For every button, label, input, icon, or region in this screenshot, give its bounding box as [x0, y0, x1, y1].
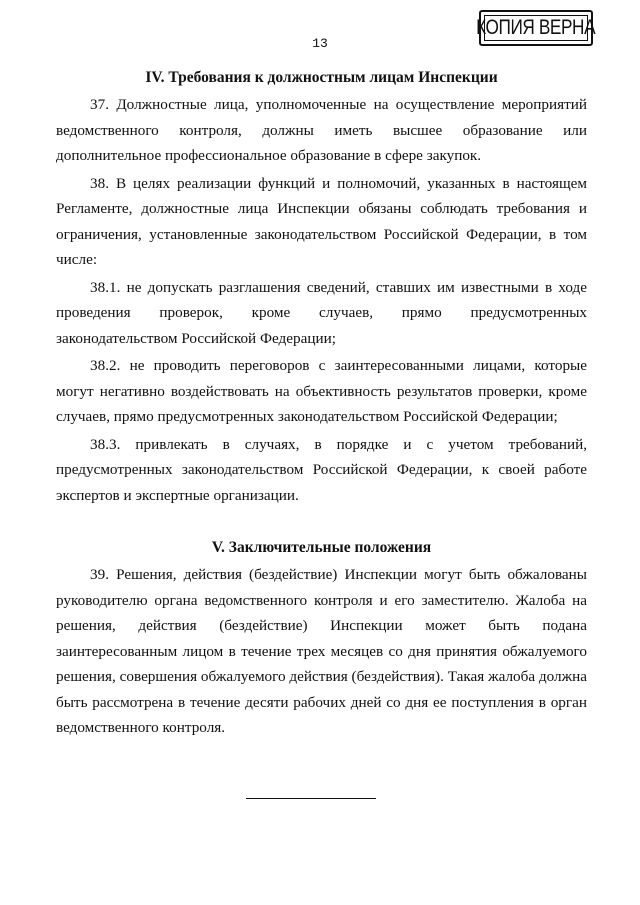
- paragraph-38-1: 38.1. не допускать разглашения сведений, ставших им известными в ходе проведения проверок, кроме случаев, прямо предусмотренных законодательством Российской Федерации;: [56, 278, 587, 347]
- paragraph-38-2: 38.2. не проводить переговоров с заинтересованными лицами, которые могут негативно воздействовать на объективность результатов проверки, кроме случаев, прямо предусмотренных законодательством Российской Федерации;: [56, 357, 587, 425]
- paragraph-38-3: 38.3. привлекать в случаях, в порядке и с учетом требований, предусмотренных законодательством Российской Федерации, к своей работе экспертов и экспертные организации.: [56, 435, 587, 504]
- document-body: [56, 66, 587, 743]
- paragraph-39: 39. Решения, действия (бездействие) Инспекции могут быть обжалованы руководителю органа ведомственного контроля и его заместителю. Жалоба на решения, действия (бездействие) Инспекции может быть подана заинтересованным лицом в течение трех месяцев со дня принятия обжалуемого решения, совершения обжалуемого действия (бездействия). Такая жалоба должна быть рассмотрена в течение десяти рабочих дней со дня ее поступления в орган ведомственного контроля.: [56, 566, 587, 736]
- section-4-heading: IV. Требования к должностным лицам Инспекции: [145, 69, 498, 86]
- end-rule: [246, 798, 376, 799]
- paragraph-37: 37. Должностные лица, уполномоченные на осуществление мероприятий ведомственного контроля, должны иметь высшее образование или дополнительное профессиональное образование в сфере закупок.: [56, 96, 587, 164]
- stamp-text: КОПИЯ ВЕРНА: [476, 16, 596, 39]
- page-number: 13: [312, 36, 328, 51]
- section-gap: [56, 510, 587, 536]
- section-5-heading: V. Заключительные положения: [211, 539, 432, 556]
- paragraph-38: 38. В целях реализации функций и полномочий, указанных в настоящем Регламенте, должностные лица Инспекции обязаны соблюдать требования и ограничения, установленные законодательством Российской Федерации, в том числе:: [56, 174, 587, 268]
